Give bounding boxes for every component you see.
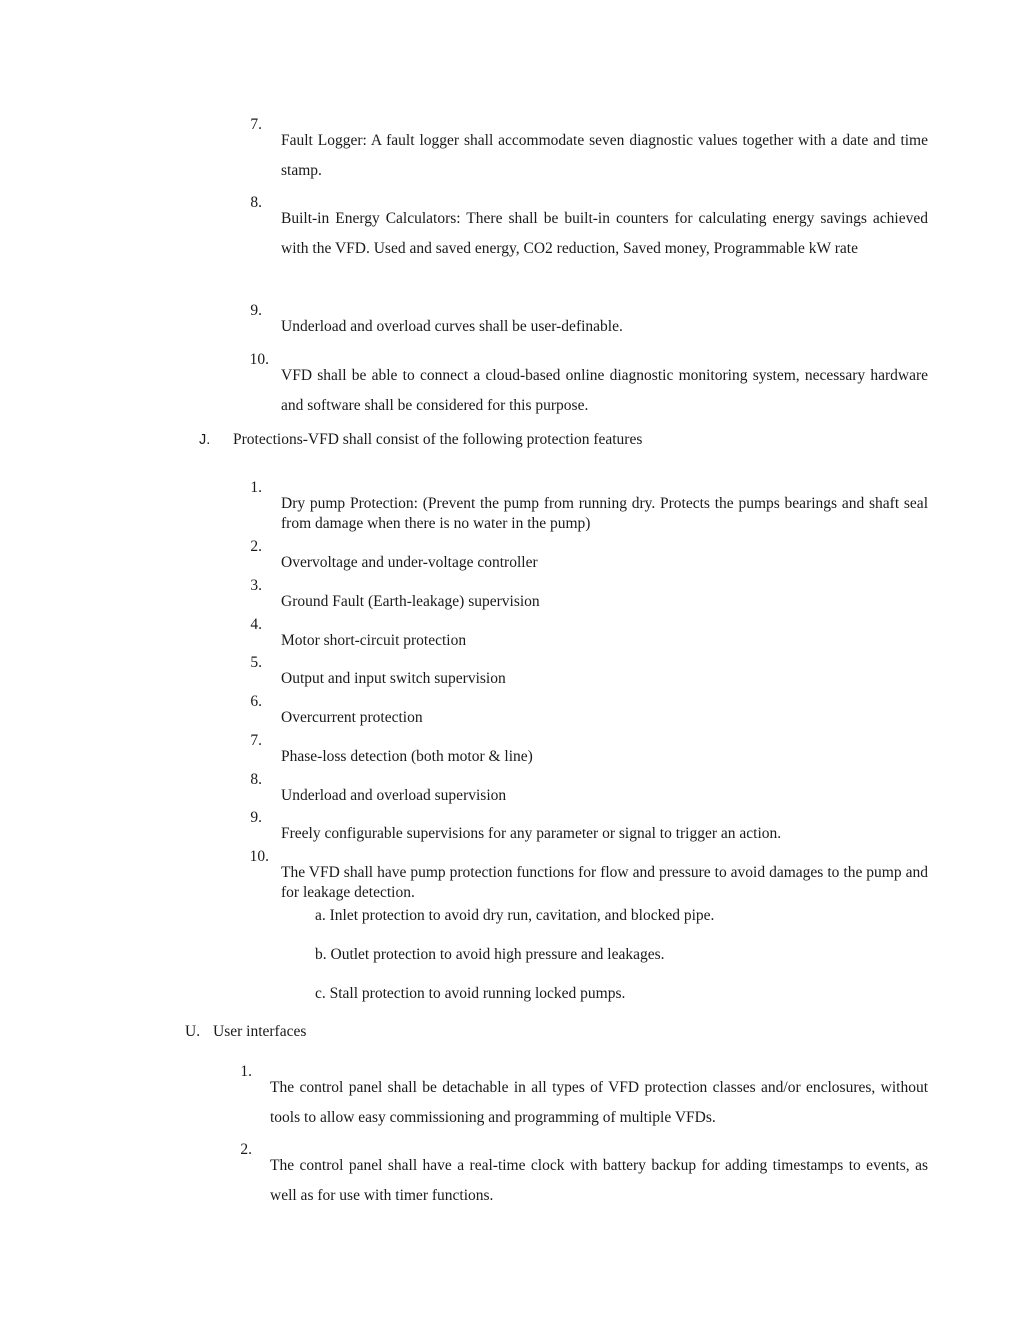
sub-item: a. Inlet protection to avoid dry run, cavitation, and blocked pipe.: [315, 907, 715, 924]
list-item-number: 3.: [250, 577, 262, 594]
list-item-number: 10.: [249, 351, 269, 368]
section-j-letter: J.: [199, 432, 211, 448]
section-u-heading: User interfaces: [213, 1023, 307, 1040]
list-item-number: 5.: [250, 654, 262, 671]
list-item-number: 6.: [250, 693, 262, 710]
section-u-letter: U.: [185, 1023, 201, 1040]
list-item-text: Underload and overload curves shall be user-definable.: [281, 317, 623, 335]
list-item-text: The VFD shall have pump protection functions for flow and pressure to avoid damages to the pump and for leakage detection.: [281, 863, 928, 901]
list-item-text: Built-in Energy Calculators: There shall be built-in counters for calculating energy savings achieved with the VFD. Used and saved energy, CO2 reduction, Saved money, Programmable kW rate: [281, 209, 928, 257]
list-item-text: Dry pump Protection: (Prevent the pump from running dry. Protects the pumps bearings and shaft seal from damage when there is no water in the pump): [281, 494, 928, 532]
sub-item: b. Outlet protection to avoid high pressure and leakages.: [315, 946, 665, 963]
list-item-text: Overcurrent protection: [281, 708, 423, 726]
list-item-number: 2.: [250, 538, 262, 555]
list-item-number: 7.: [250, 732, 262, 749]
list-item-text: Output and input switch supervision: [281, 669, 506, 687]
list-item-text: The control panel shall have a real-time clock with battery backup for adding timestamps to events, as well as for use with timer functions.: [270, 1156, 928, 1204]
list-item-text: VFD shall be able to connect a cloud-based online diagnostic monitoring system, necessary hardware and software shall be considered for this purpose.: [281, 366, 928, 414]
list-item-text: Fault Logger: A fault logger shall accommodate seven diagnostic values together with a date and time stamp.: [281, 131, 928, 179]
list-item-number: 2.: [240, 1141, 252, 1158]
list-item-number: 10.: [249, 848, 269, 865]
list-item-number: 9.: [250, 809, 262, 826]
list-item-number: 9.: [250, 302, 262, 319]
list-item-text: Overvoltage and under-voltage controller: [281, 553, 538, 571]
list-item-number: 7.: [250, 116, 262, 133]
list-item-text: Freely configurable supervisions for any parameter or signal to trigger an action.: [281, 824, 782, 842]
list-item-text: Ground Fault (Earth-leakage) supervision: [281, 592, 540, 610]
sub-item: c. Stall protection to avoid running locked pumps.: [315, 985, 626, 1002]
list-item-text: Phase-loss detection (both motor & line): [281, 747, 533, 765]
list-item-number: 8.: [250, 771, 262, 788]
list-item-number: 1.: [240, 1063, 252, 1080]
list-item-number: 4.: [250, 616, 262, 633]
list-item-text: Motor short-circuit protection: [281, 631, 467, 649]
section-j-heading: Protections-VFD shall consist of the following protection features: [233, 431, 643, 448]
list-item-number: 1.: [250, 479, 262, 496]
list-item-number: 8.: [250, 194, 262, 211]
list-item-text: The control panel shall be detachable in all types of VFD protection classes and/or enclosures, without tools to allow easy commissioning and programming of multiple VFDs.: [270, 1078, 928, 1126]
list-item-text: Underload and overload supervision: [281, 786, 507, 804]
